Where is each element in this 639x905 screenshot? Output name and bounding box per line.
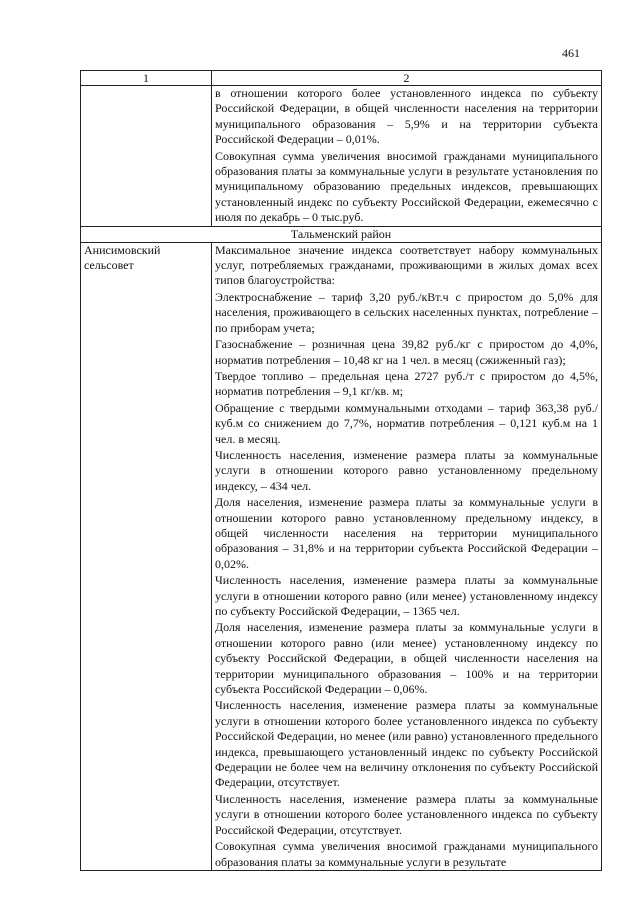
paragraph: Максимальное значение индекса соответствует набору коммунальных услуг, потребляемых гражданами, проживающими в жилых домах всех типов благоустройства: [215,242,598,288]
entry-row [81,242,602,870]
paragraph: Численность населения, изменение размера платы за коммунальные услуги в отношении которого более установленного индекса по субъекту Российской Федерации, отсутствует. [215,791,598,837]
paragraph: Совокупная сумма увеличения вносимой гражданами муниципального образования платы за коммунальные услуги в результате [215,839,598,869]
section-title: Тальменский район [81,226,602,242]
section-row [81,226,602,242]
continuation-col1 [81,86,212,227]
continuation-row [81,86,602,227]
paragraph: Совокупная сумма увеличения вносимой гражданами муниципального образования платы за коммунальные услуги в результате установления по муниципальному образованию предельных индексов, превышающих установленный индекс по субъекту Российской Федерации, ежемесячно с июля по декабрь – 0 тыс.руб. [215,148,598,225]
page-number: 461 [562,46,580,60]
paragraph: Доля населения, изменение размера платы за коммунальные услуги в отношении которого равно (или менее) установленному индексу по субъекту Российской Федерации, в общей численности населения на территории муниципального образования – 100% и на территории субъекта Российской Федерации – 0,06%. [215,620,598,697]
paragraph: Численность населения, изменение размера платы за коммунальные услуги в отношении которого более установленного индекса по субъекту Российской Федерации, но менее (или равно) установленного предельного индекса, превышающего установленный индекс по субъекту Российской Федерации не более чем на величину отклонения по субъекту Российской Федерации, отсутствует. [215,698,598,790]
municipality-name: Анисимовский сельсовет [81,242,212,870]
column-header-2: 2 [212,71,602,86]
column-header-1: 1 [81,71,212,86]
paragraph: Доля населения, изменение размера платы за коммунальные услуги в отношении которого равно установленному предельному индексу, в общей численности населения на территории муниципального образования – 31,8% и на территории субъекта Российской Федерации – 0,02%. [215,495,598,571]
tariff-table [80,70,602,871]
paragraph: Газоснабжение – розничная цена 39,82 руб./кг с приростом до 4,0%, норматив потребления – 10,48 кг на 1 чел. в месяц (сжиженный газ); [215,337,598,367]
table-header-row [81,71,602,86]
paragraph: Численность населения, изменение размера платы за коммунальные услуги в отношении которого равно установленному предельному индексу, – 434 чел. [215,447,598,493]
paragraph: Обращение с твердыми коммунальными отходами – тариф 363,38 руб./куб.м со снижением до 7,7%, норматив потребления – 0,121 куб.м на 1 чел. в месяц. [215,400,598,446]
paragraph: Численность населения, изменение размера платы за коммунальные услуги в отношении которого равно (или менее) установленному индексу по субъекту Российской Федерации, – 1365 чел. [215,573,598,618]
paragraph: Твердое топливо – предельная цена 2727 руб./т с приростом до 4,5%, норматив потребления – 9,1 кг/кв. м; [215,368,598,399]
entry-text [212,242,602,870]
paragraph: Электроснабжение – тариф 3,20 руб./кВт.ч с приростом до 5,0% для населения, проживающего в сельских населенных пунктах, потребление – по приборам учета; [215,289,598,335]
paragraph: в отношении которого более установленного индекса по субъекту Российской Федерации, в общей численности населения на территории муниципального образования – 5,9% и на территории субъекта Российской Федерации – 0,01%. [215,86,598,147]
continuation-text [212,86,602,227]
